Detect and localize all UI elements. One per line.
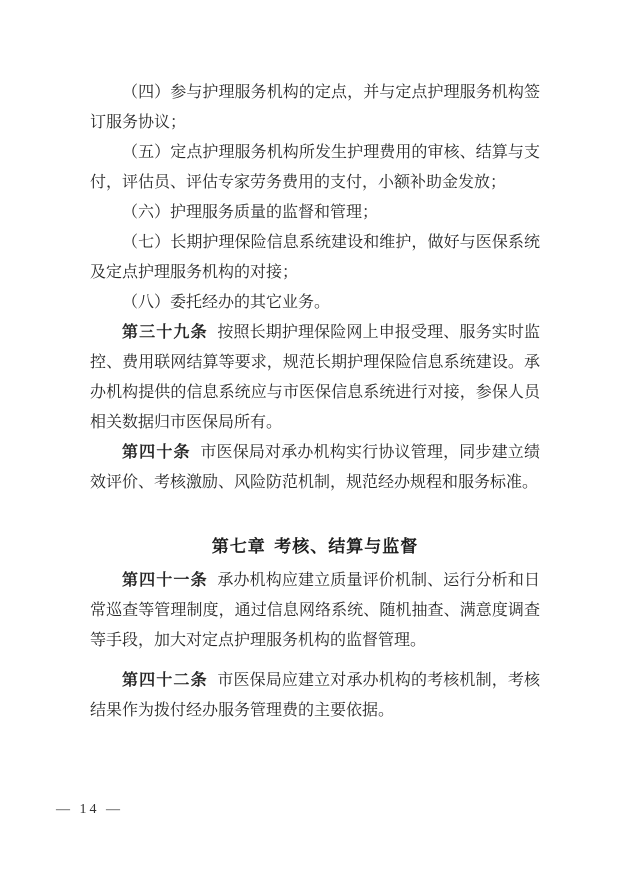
list-item-paragraph-5: （五）定点护理服务机构所发生护理费用的审核、结算与支付，评估员、评估专家劳务费用的支付，小额补助金发放； (90, 144, 540, 191)
chapter-heading (90, 532, 540, 562)
article-text-41: 承办机构应建立质量评价机制、运行分析和日常巡查等管理制度，通过信息网络系统、随机抽查、满意度调查等手段，加大对定点护理服务机构的监督管理。 (90, 572, 540, 649)
article-number-label-39: 第三十九条 (122, 324, 208, 341)
article-paragraph-41 (90, 566, 540, 656)
article-number-label-42: 第四十二条 (122, 672, 208, 689)
article-paragraph-39 (90, 318, 540, 438)
article-number-label-41: 第四十一条 (122, 572, 208, 589)
page-footer (56, 800, 123, 820)
document-body (90, 78, 540, 726)
list-item-paragraph-8: （八）委托经办的其它业务。 (122, 294, 331, 311)
article-text-42: 市医保局应建立对承办机构的考核机制，考核结果作为拨付经办服务管理费的主要依据。 (90, 672, 540, 719)
list-item-paragraph-4: （四）参与护理服务机构的定点，并与定点护理服务机构签订服务协议； (90, 84, 540, 131)
article-number-label-40: 第四十条 (122, 444, 191, 461)
article-paragraph-42 (90, 666, 540, 726)
list-item-paragraph-7: （七）长期护理保险信息系统建设和维护，做好与医保系统及定点护理服务机构的对接； (90, 234, 540, 281)
article-text-39: 按照长期护理保险网上申报受理、服务实时监控、费用联网结算等要求，规范长期护理保险信息系统建设。承办机构提供的信息系统应与市医保信息系统进行对接，参保人员相关数据归市医保局所有。 (90, 324, 540, 431)
article-paragraph-40 (90, 438, 540, 498)
chapter-number: 第七章 (211, 537, 266, 556)
page-number: — 14 — (56, 802, 123, 817)
article-text-40: 市医保局对承办机构实行协议管理，同步建立绩效评价、考核激励、风险防范机制，规范经办规程和服务标准。 (90, 444, 540, 491)
chapter-title: 考核、结算与监督 (274, 537, 419, 556)
list-item-paragraph-6: （六）护理服务质量的监督和管理； (122, 204, 379, 221)
